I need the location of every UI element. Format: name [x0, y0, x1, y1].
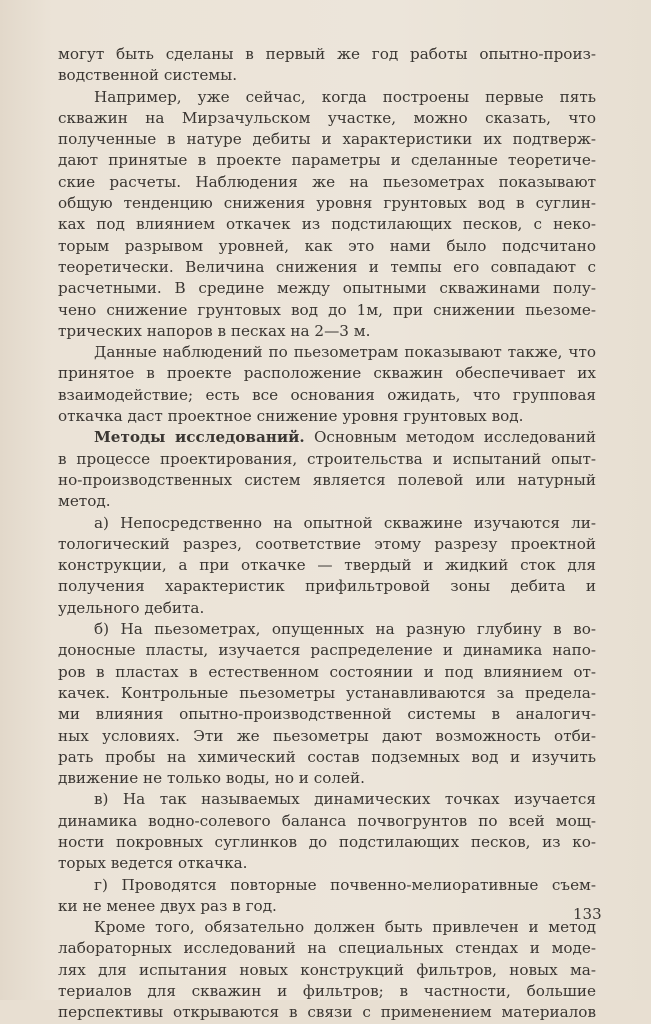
text-line: рать пробы на химический состав подземных вод и изучить — [58, 747, 596, 766]
paragraph-4 — [58, 427, 596, 512]
paragraph-7 — [58, 789, 596, 874]
text-line: перспективы открываются в связи с применением материалов — [58, 1003, 596, 1022]
section-heading: Методы исследований. — [94, 428, 305, 447]
text-line: чено снижение грунтовых вод до 1м, при снижении пьезоме- — [58, 300, 596, 319]
text-line: лях для испытания новых конструкций фильтров, новых ма- — [58, 960, 596, 979]
text-line: доносные пласты, изучается распределение и динамика напо- — [58, 641, 596, 660]
text-line: в процессе проектирования, строительства и испытаний опыт- — [58, 449, 596, 468]
text-line: торым разрывом уровней, как это нами было подсчитано — [58, 236, 596, 255]
paragraph-3 — [58, 342, 596, 427]
text-line: Кроме того, обязательно должен быть привлечен и метод — [94, 918, 596, 937]
text-fragment: Основным методом исследований — [313, 428, 597, 447]
text-line: общую тенденцию снижения уровня грунтовых вод в суглин- — [58, 194, 596, 213]
paragraph-6 — [58, 619, 596, 789]
text-line: териалов для скважин и фильтров; в частности, большие — [58, 982, 596, 1001]
text-line: торых ведется откачка. — [58, 854, 248, 873]
text-line: Данные наблюдений по пьезометрам показывают также, что — [94, 343, 596, 362]
text-line: качек. Контрольные пьезометры устанавливаются за предела- — [58, 683, 596, 702]
text-line — [58, 427, 596, 448]
text-line: г) Проводятся повторные почвенно-мелиоративные съем- — [94, 875, 596, 894]
page-number: 133 — [573, 905, 602, 923]
text-line: а) Непосредственно на опытной скважине изучаются ли- — [94, 513, 596, 532]
text-line: расчетными. В средине между опытными скважинами полу- — [58, 279, 596, 298]
text-line: Например, уже сейчас, когда построены первые пять — [94, 87, 596, 106]
text-line: движение не только воды, но и солей. — [58, 769, 365, 788]
text-line: ров в пластах в естественном состоянии и под влиянием от- — [58, 662, 596, 681]
text-line: откачка даст проектное снижение уровня грунтовых вод. — [58, 407, 524, 426]
text-line: но-производственных систем является полевой или натурный — [58, 470, 596, 489]
text-line: теоретически. Величина снижения и темпы его совпадают с — [58, 257, 596, 276]
text-line: в) На так называемых динамических точках изучается — [94, 790, 596, 809]
text-line: могут быть сделаны в первый же год работы опытно-произ- — [58, 45, 596, 63]
text-line: метод. — [58, 492, 111, 511]
paragraph-8 — [58, 875, 596, 918]
text-line: полученные в натуре дебиты и характеристики их подтверж- — [58, 130, 596, 149]
page-text — [58, 44, 596, 1024]
text-line: ных условиях. Эти же пьезометры дают возможность отби- — [58, 726, 596, 745]
text-line: ские расчеты. Наблюдения же на пьезометрах показывают — [58, 172, 596, 191]
text-line: тологический разрез, соответствие этому разрезу проектной — [58, 534, 596, 553]
paragraph-9 — [58, 917, 596, 1023]
paragraph-2 — [58, 87, 596, 343]
text-line: трических напоров в песках на 2—3 м. — [58, 321, 371, 340]
text-line: принятое в проекте расположение скважин обеспечивает их — [58, 364, 596, 383]
text-line: ности покровных суглинков до подстилающих песков, из ко- — [58, 832, 596, 851]
text-line: конструкции, а при откачке — твердый и жидкий сток для — [58, 556, 596, 575]
text-line: б) На пьезометрах, опущенных на разную глубину в во- — [94, 620, 596, 639]
text-line: скважин на Мирзачульском участке, можно сказать, что — [58, 108, 596, 127]
text-line: ки не менее двух раз в год. — [58, 896, 277, 915]
text-line: ках под влиянием откачек из подстилающих песков, с неко- — [58, 215, 596, 234]
text-line: динамика водно-солевого баланса почвогрунтов по всей мощ- — [58, 811, 596, 830]
text-line: дают принятые в проекте параметры и сделанные теоретиче- — [58, 151, 596, 170]
text-line: взаимодействие; есть все основания ожидать, что групповая — [58, 385, 596, 404]
text-line: удельного дебита. — [58, 598, 205, 617]
paragraph-5 — [58, 513, 596, 619]
text-line: ми влияния опытно-производственной системы в аналогич- — [58, 705, 596, 724]
paragraph-1 — [58, 44, 596, 87]
text-line: водственной системы. — [58, 66, 238, 85]
text-line: лабораторных исследований на специальных стендах и моде- — [58, 939, 596, 958]
text-line: получения характеристик прифильтровой зоны дебита и — [58, 577, 596, 596]
